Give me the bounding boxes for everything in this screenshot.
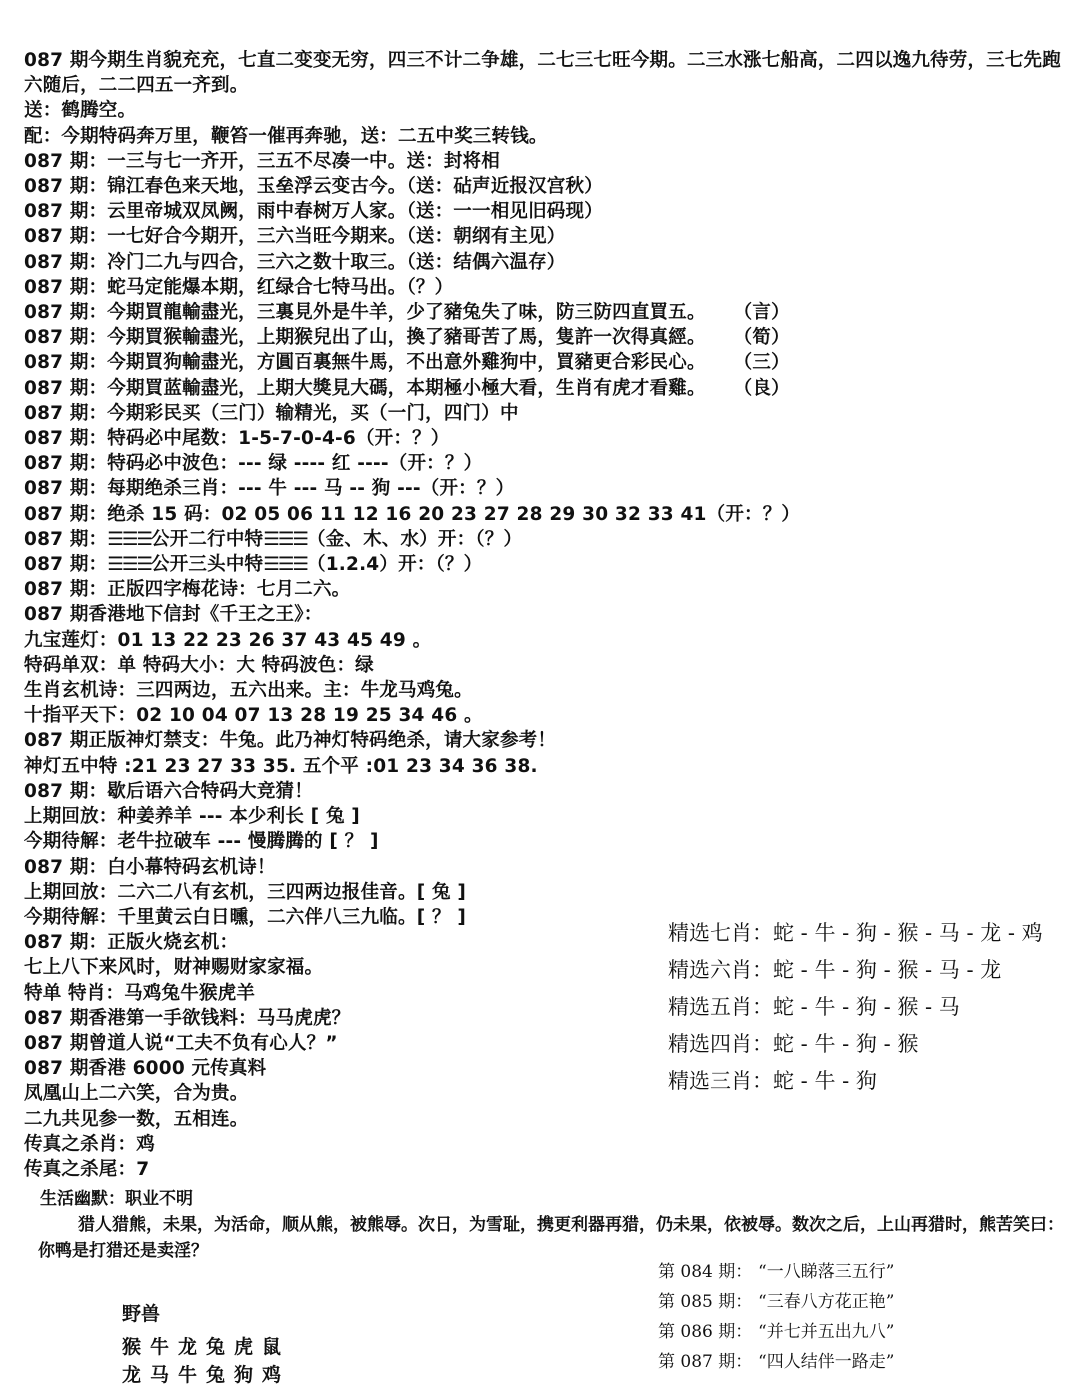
text-line: 今期待解：老牛拉破车 --- 慢腾腾的 [ ？ ] xyxy=(24,831,379,853)
humor-title: 生活幽默：职业不明 xyxy=(40,1189,193,1209)
block-line-middle: 公开二行中特 xyxy=(151,528,264,550)
beast-title: 野兽 xyxy=(122,1303,161,1325)
humor-story: 猎人猎熊，未果，为活命，顺从熊，被熊辱。次日，为雪耻，携更利器再猎，仍未果，依被辱。数次之后，上山再猎时，熊苦笑曰：你鸭是打猎还是卖淫？ xyxy=(38,1215,1064,1261)
selection-item: 精选三肖：蛇 - 牛 - 狗 xyxy=(668,1069,877,1093)
text-line: 087 期香港 6000 元传真料 xyxy=(24,1058,267,1080)
text-line: 传真之杀肖：鸡 xyxy=(24,1133,155,1155)
text-line: 送：鹤腾空。 xyxy=(24,100,137,122)
tagged-line-text: 087 期：今期買狗輸盡光，方圓百裏無牛馬，不出意外雞狗中，買豬更合彩民心。 xyxy=(24,352,706,374)
text-line: 十指平天下：02 10 04 07 13 28 19 25 34 46 。 xyxy=(24,705,483,727)
beast-row: 猴牛龙兔虎鼠 xyxy=(122,1336,291,1358)
text-line: 087 期香港地下信封《千王之王》： xyxy=(24,604,323,626)
selection-item: 精选七肖：蛇 - 牛 - 狗 - 猴 - 马 - 龙 - 鸡 xyxy=(668,921,1043,945)
beast-section xyxy=(122,1300,290,1389)
text-line: 九宝莲灯：01 13 22 23 26 37 43 45 49 。 xyxy=(24,629,432,651)
text-line: 上期回放：种姜养羊 --- 本少利长 [ 兔 ] xyxy=(24,806,360,828)
text-line: 087 期香港第一手欲钱料：马马虎虎？ xyxy=(24,1007,351,1029)
tagged-line xyxy=(24,376,1074,401)
text-line: 087 期：正版四字梅花诗：七月二六。 xyxy=(24,579,351,601)
block-bars-icon: ☰☰☰ xyxy=(107,528,152,550)
tagged-line-tag: （良） xyxy=(733,377,790,399)
text-line: 087 期：云里帝城双凤阙，雨中春树万人家。（送：一一相见旧码现） xyxy=(24,201,603,223)
text-line: 087 期：一七好合今期开，三六当旺今期来。（送：朝纲有主见） xyxy=(24,226,566,248)
text-line: 087 期：锦江春色来天地，玉垒浮云变古今。（送：砧声近报汉宫秋） xyxy=(24,176,603,198)
text-line: 087 期：蛇马定能爆本期，红绿合七特马出。（？） xyxy=(24,276,454,298)
period-value: “一八睇落三五行” xyxy=(758,1262,895,1282)
period-value: “并七并五出九八” xyxy=(758,1322,895,1342)
text-line: 087 期曾道人说“工夫不负有心人？” xyxy=(24,1032,338,1054)
block-line-suffix: （金、木、水）开：（？） xyxy=(307,528,523,550)
text-line: 087 期：今期彩民买（三门）输精光，买（一门，四门）中 xyxy=(24,402,519,424)
tagged-line xyxy=(24,350,1074,375)
tagged-line-text: 087 期：今期買猴輸盡光，上期猴兒出了山，換了豬哥苦了馬，隻許一次得真經。 xyxy=(24,327,706,349)
block-bars-icon: ☰☰☰ xyxy=(263,554,307,576)
selection-item: 精选六肖：蛇 - 牛 - 狗 - 猴 - 马 - 龙 xyxy=(668,958,1002,982)
period-item xyxy=(658,1347,894,1377)
period-item xyxy=(658,1257,894,1287)
tagged-line xyxy=(24,300,1074,325)
tagged-line-tag: （筍） xyxy=(733,327,790,349)
text-line: 神灯五中特 :21 23 27 33 35. 五个平 :01 23 34 36 38. xyxy=(24,755,538,777)
period-label: 第 084 期： xyxy=(658,1262,753,1282)
text-line: 今期待解：千里黄云白日曛，二六伴八三九临。[ ？ ] xyxy=(24,906,466,928)
text-line: 087 期今期生肖貌充充，七直二变变无穷，四三不计二争雄，二七三七旺今期。二三水涨七船高，二四以逸九待劳，三七先跑六随后，二二四五一齐到。 xyxy=(24,50,1061,97)
period-list xyxy=(658,1257,894,1377)
text-line: 087 期：绝杀 15 码：02 05 06 11 12 16 20 23 27 28 29 30 32 33 41（开：？） xyxy=(24,503,801,525)
text-line: 087 期：特码必中波色：--- 绿 ---- 红 ----（开：？） xyxy=(24,453,483,475)
block-line-suffix: （1.2.4）开：（？） xyxy=(307,554,483,576)
text-line: 087 期：正版火烧玄机： xyxy=(24,932,239,954)
selection-item: 精选四肖：蛇 - 牛 - 狗 - 猴 xyxy=(668,1032,919,1056)
text-line: 生肖玄机诗：三四两边，五六出来。主：牛龙马鸡兔。 xyxy=(24,680,473,702)
block-bars-icon: ☰☰☰ xyxy=(263,528,307,550)
text-line: 087 期：冷门二九与四合，三六之数十取三。（送：结偶六温存） xyxy=(24,251,566,273)
block-line-middle: 公开三头中特 xyxy=(151,554,264,576)
block-line-prefix: 087 期： xyxy=(24,554,108,576)
text-line: 上期回放：二六二八有玄机，三四两边报佳音。[ 兔 ] xyxy=(24,881,466,903)
text-line: 配：今期特码奔万里，鞭笞一催再奔驰，送：二五中奖三转钱。 xyxy=(24,125,548,147)
text-line: 七上八下来风时，财神赐财家家福。 xyxy=(24,957,324,979)
text-line: 087 期：每期绝杀三肖：--- 牛 --- 马 -- 狗 ---（开：？） xyxy=(24,478,515,500)
humor-section xyxy=(40,1186,1080,1264)
text-line: 087 期正版神灯禁支：牛兔。此乃神灯特码绝杀，请大家参考！ xyxy=(24,730,557,752)
block-line xyxy=(24,527,1074,552)
selection-item: 精选五肖：蛇 - 牛 - 狗 - 猴 - 马 xyxy=(668,995,960,1019)
text-line: 二九共见参一数，五相连。 xyxy=(24,1108,249,1130)
block-line-prefix: 087 期： xyxy=(24,528,108,550)
text-line: 087 期：歇后语六合特码大竞猜！ xyxy=(24,780,313,802)
period-value: “四人结伴一路走” xyxy=(758,1352,895,1372)
block-line xyxy=(24,552,1074,577)
text-line: 087 期：特码必中尾数：1-5-7-0-4-6（开：？） xyxy=(24,428,450,450)
text-line: 087 期：一三与七一齐开，三五不尽凑一中。送：封将相 xyxy=(24,150,500,172)
text-line: 087 期：白小幕特码玄机诗！ xyxy=(24,856,276,878)
beast-row: 龙马牛兔狗鸡 xyxy=(122,1364,291,1386)
text-line: 特单 特肖：马鸡兔牛猴虎羊 xyxy=(24,982,256,1004)
tagged-line-text: 087 期：今期買龍輸盡光，三裏見外是牛羊，少了豬兔失了味，防三防四直買五。 xyxy=(24,302,706,324)
tagged-line xyxy=(24,325,1074,350)
text-line: 传真之杀尾：7 xyxy=(24,1158,150,1180)
period-item xyxy=(658,1287,894,1317)
period-value: “三春八方花正艳” xyxy=(758,1292,895,1312)
zodiac-selection-list xyxy=(668,915,1043,1100)
period-item xyxy=(658,1317,894,1347)
text-line: 特码单双：单 特码大小：大 特码波色：绿 xyxy=(24,654,374,676)
period-label: 第 085 期： xyxy=(658,1292,753,1312)
block-bars-icon: ☰☰☰ xyxy=(107,554,152,576)
tagged-line-text: 087 期：今期買蓝輸盡光，上期大獎見大碼，本期極小極大看，生肖有虎才看雞。 xyxy=(24,377,706,399)
period-label: 第 086 期： xyxy=(658,1322,753,1342)
text-line: 凤凰山上二六笑，合为贵。 xyxy=(24,1083,249,1105)
tagged-line-tag: （言） xyxy=(733,302,790,324)
tagged-line-tag: （三） xyxy=(733,352,790,374)
period-label: 第 087 期： xyxy=(658,1352,753,1372)
